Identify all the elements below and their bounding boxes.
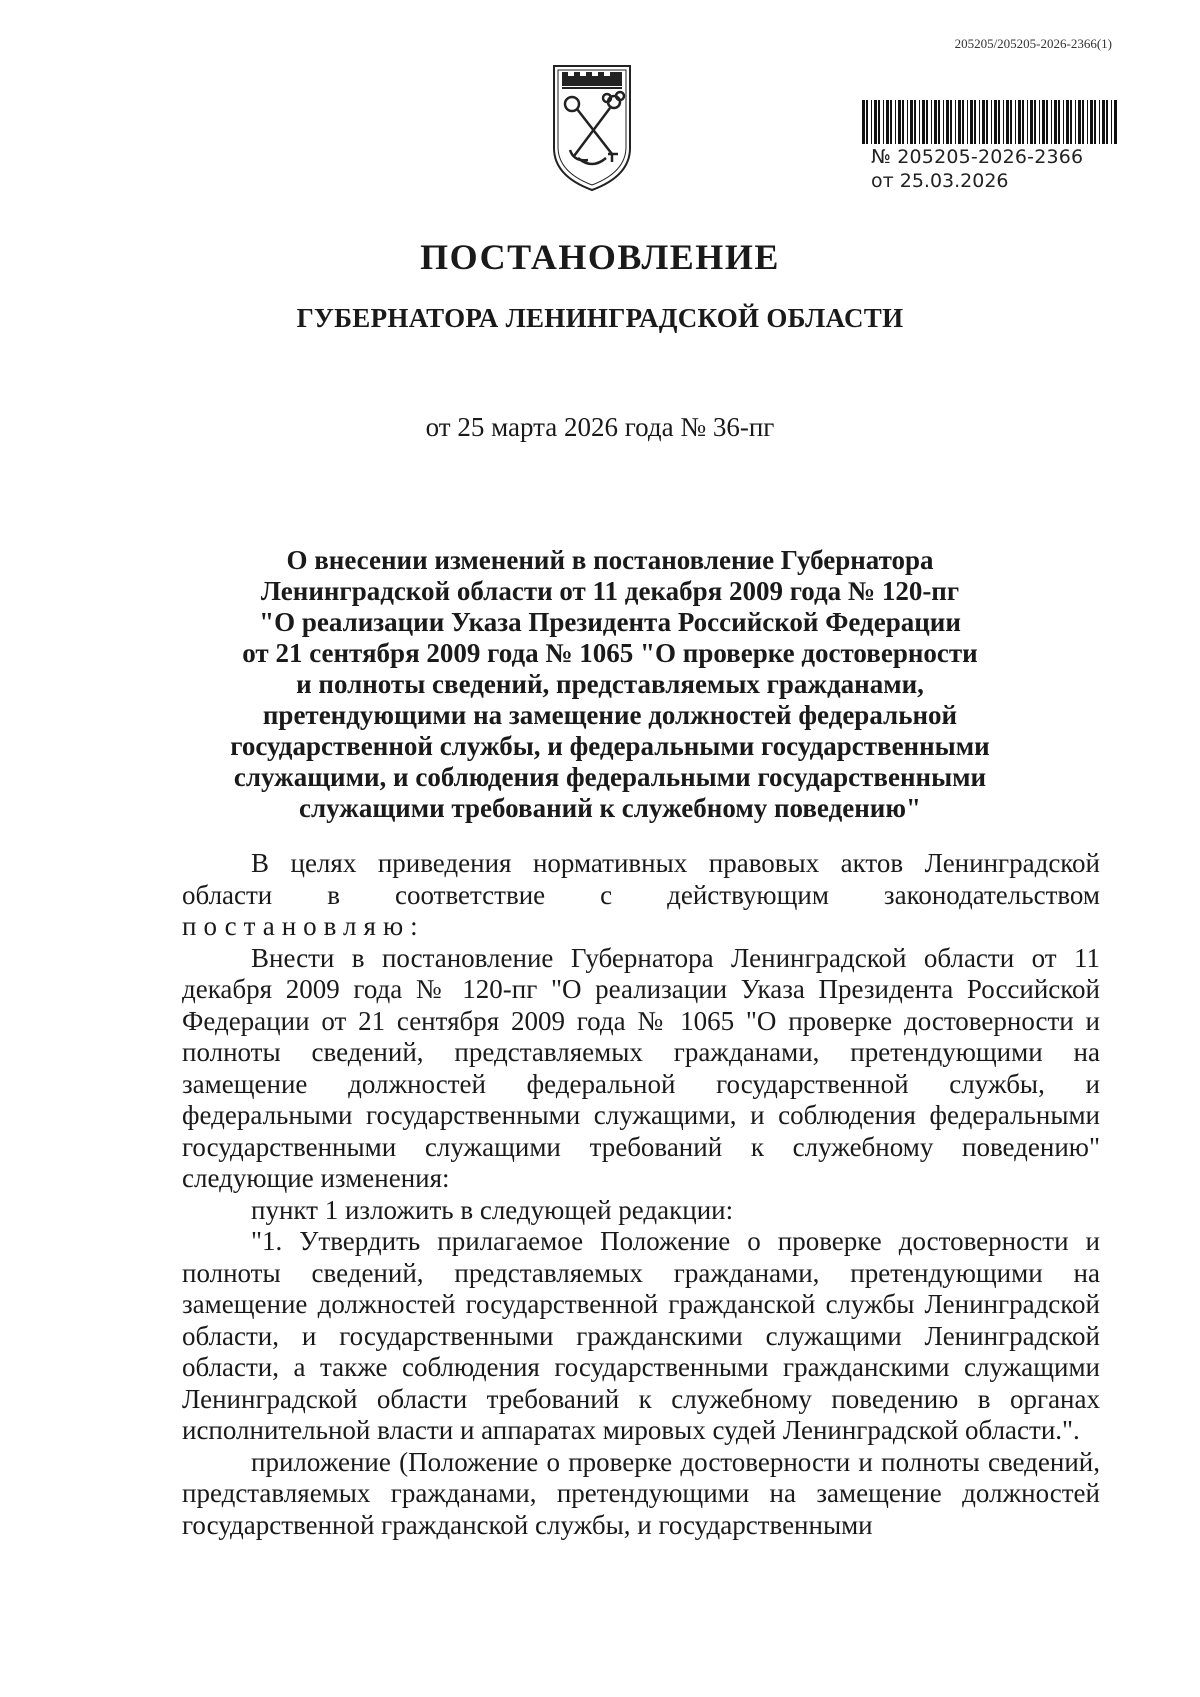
paragraph-point-1-text: "1. Утвердить прилагаемое Положение о проверке достоверности и полноты сведений, представляемых гражданами, претендующими на замещение должностей государственной гражданской службы Ленинградской области, и государственными гражданскими служащими Ленинградской области, а также соблюдения государственными гражданскими служащими Ленинградской области требований к служебному поведению в органах исполнительной власти и аппаратах мировых судей Ленинградской области.".	[182, 1226, 1100, 1445]
paragraph-appendix: приложение (Положение о проверке достоверности и полноты сведений, представляемых гражданами, претендующими на замещение должностей государственной гражданской службы, и государственными	[182, 1446, 1100, 1540]
subject-line: от 21 сентября 2009 года № 1065 "О проверке достоверности	[242, 638, 978, 668]
subject-line: Ленинградской области от 11 декабря 2009 года № 120-пг	[260, 576, 960, 606]
paragraph-amendment: Внести в постановление Губернатора Ленинградской области от 11 декабря 2009 года № 120-пг "О реализации Указа Президента Российской Федерации от 21 сентября 2009 года № 1065 "О проверке достоверности и полноты сведений, представляемых гражданами, претендующими на замещение должностей федеральной государственной службы, и федеральными государственными служащими, и соблюдения федеральными государственными служащими требований к служебному поведению" следующие изменения:	[182, 942, 1100, 1193]
subject-line: О внесении изменений в постановление Губернатора	[286, 545, 934, 575]
subject-line: государственной службы, и федеральными государственными	[230, 731, 990, 761]
coat-of-arms-icon	[548, 58, 636, 196]
document-subject	[180, 545, 1040, 824]
subject-line: "О реализации Указа Президента Российской Федерации	[259, 607, 961, 637]
subject-line: и полноты сведений, представляемых гражданами,	[296, 669, 924, 699]
barcode	[862, 100, 1120, 144]
preamble-text: В целях приведения нормативных правовых актов Ленинградской области в соответствие с действующим законодательством	[182, 848, 1100, 910]
paragraph-preamble	[182, 848, 1100, 943]
subject-line: служащими требований к служебному поведению"	[299, 793, 921, 823]
document-body	[182, 848, 1100, 1541]
document-date-number: от 25 марта 2026 года № 36-пг	[425, 412, 775, 442]
document-title: ПОСТАНОВЛЕНИЕ	[420, 237, 780, 277]
paragraph-point-1-intro: пункт 1 изложить в следующей редакции:	[251, 1194, 734, 1225]
subject-line: претендующими на замещение должностей федеральной	[262, 700, 958, 730]
resolve-keyword: постановляю:	[182, 911, 425, 941]
registration-number: № 205205-2026-2366	[871, 146, 1084, 168]
document-id: 205205/205205-2026-2366(1)	[954, 36, 1112, 51]
document-authority: ГУБЕРНАТОРА ЛЕНИНГРАДСКОЙ ОБЛАСТИ	[296, 303, 904, 333]
subject-line: служащими, и соблюдения федеральными государственными	[233, 762, 987, 792]
registration-date: от 25.03.2026	[871, 170, 1009, 192]
